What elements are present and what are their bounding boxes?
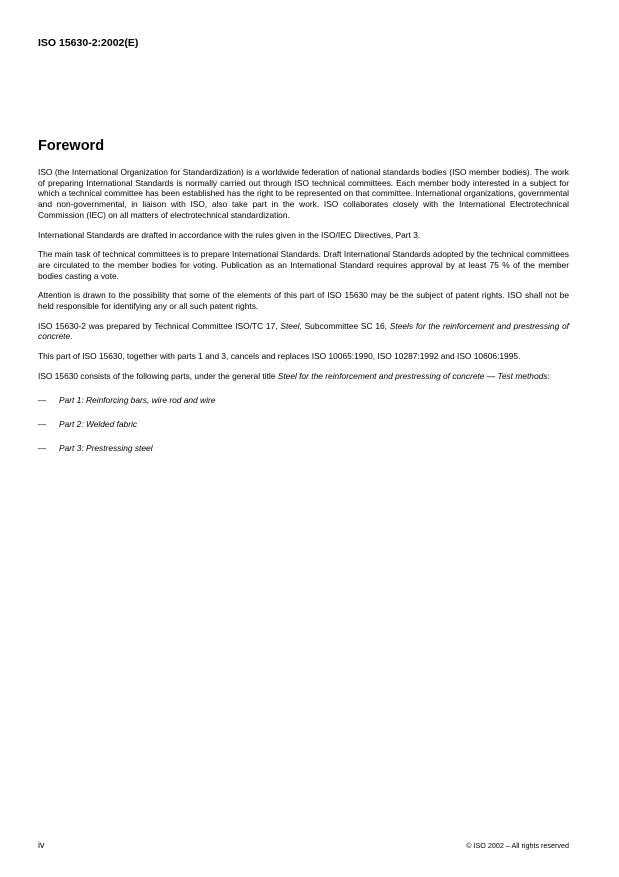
page-number: iv [38, 840, 45, 850]
document-id: ISO 15630-2:2002(E) [38, 37, 139, 49]
subcommittee-name: Steels for the reinforcement and prestressing of concrete [38, 320, 570, 342]
dash-bullet: — [38, 443, 47, 454]
list-item [38, 443, 569, 454]
parts-intro-text: ISO 15630 consists of the following parts, under the general title [38, 370, 278, 381]
list-item [38, 419, 569, 430]
paragraph-replaces: This part of ISO 15630, together with parts 1 and 3, cancels and replaces ISO 10065:1990, ISO 10287:1992 and ISO 10606:1995. [38, 351, 521, 362]
dash-bullet: — [38, 418, 47, 429]
paragraph-iso-intro: ISO (the International Organization for Standardization) is a worldwide federation of national standards bodies (ISO member bodies). The work of preparing International Standards is normally carried out through ISO technical committees. Each member body interested in a subject for which a technical committee has been established has the right to be represented on that committee. International organizations, governmental and non-governmental, in liaison with ISO, also take part in the work. ISO collaborates closely with the International Electrotechnical Commission (IEC) on all matters of electrotechnical standardization. [38, 167, 569, 220]
paragraph-parts-intro [38, 371, 569, 382]
section-title: Foreword [38, 138, 105, 154]
part-title: Part 3: Prestressing steel [59, 443, 153, 454]
paragraph-patent-rights: Attention is drawn to the possibility that some of the elements of this part of ISO 15630 may be the subject of patent rights. ISO shall not be held responsible for identifying any or all such patent rights. [38, 290, 569, 312]
copyright-notice: © ISO 2002 – All rights reserved [466, 841, 569, 850]
paragraph-committee-task: The main task of technical committees is to prepare International Standards. Draft International Standards adopted by the technical committees are circulated to the member bodies for voting. Publication as an International Standard requires approval by at least 75 % of the member bodies casting a vote. [38, 249, 569, 281]
paragraph-prepared-by [38, 321, 569, 342]
part-title: Part 1: Reinforcing bars, wire rod and wire [59, 394, 216, 405]
parts-list [38, 395, 569, 454]
general-title: Steel for the reinforcement and prestressing of concrete — Test methods [277, 370, 548, 381]
part-title: Part 2: Welded fabric [59, 418, 138, 429]
parts-intro-colon: : [547, 370, 550, 381]
list-item [38, 395, 569, 406]
dash-bullet: — [38, 394, 47, 405]
paragraph-drafting-rules: International Standards are drafted in accordance with the rules given in the ISO/IEC Directives, Part 3. [38, 229, 421, 240]
committee-name: Steel [280, 320, 300, 331]
prepared-by-text-3: . [70, 331, 73, 342]
prepared-by-text-2: , Subcommittee SC 16, [299, 320, 390, 331]
foreword-section [38, 138, 569, 467]
prepared-by-text-1: ISO 15630-2 was prepared by Technical Committee ISO/TC 17, [38, 320, 281, 331]
